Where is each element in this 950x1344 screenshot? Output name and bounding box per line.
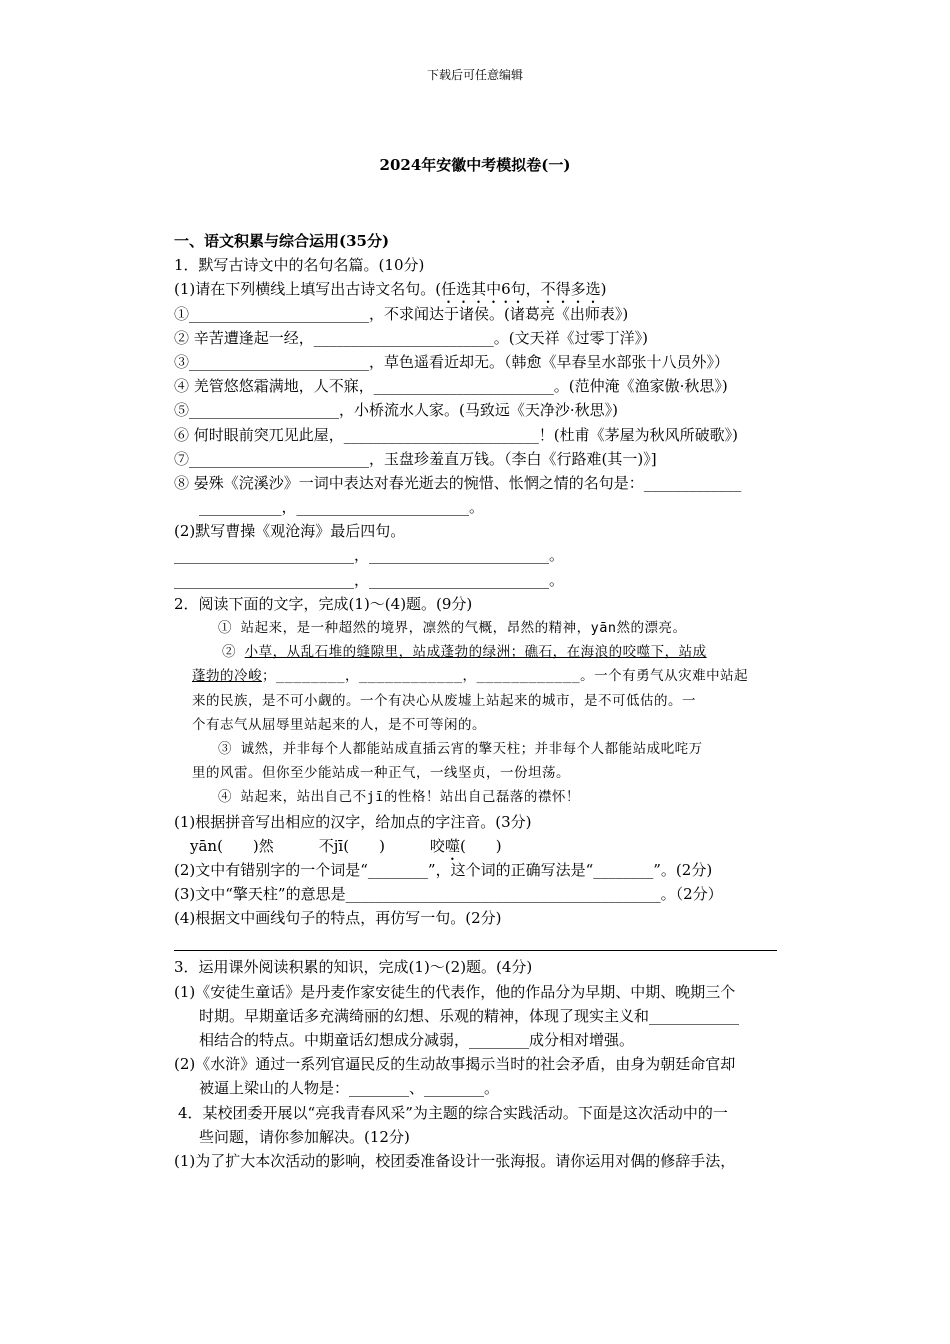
text-line: (2)文中有错别字的一个词是“________”，这个词的正确写法是“________”。(2分) xyxy=(174,860,713,879)
text-line: 一、语文积累与综合运用(35分) xyxy=(174,232,390,250)
text-line: 相结合的特点。中期童话幻想成分减弱，________成分相对增强。 xyxy=(199,1031,635,1049)
text-line: ④ 羌管悠悠霜满地，人不寐，________________________。(范仲淹《渔家傲·秋思》) xyxy=(174,377,728,396)
document-title: 2024年安徽中考模拟卷(一) xyxy=(379,156,571,174)
text-line: ③ 诚然，并非每个人都能站成直插云宵的擎天柱；并非每个人都能站成叱咤万 xyxy=(218,740,703,757)
text-line: ①________________________，不求闻达于诸侯。(诸葛亮《出师表》) xyxy=(174,304,629,323)
underlined-sentence: 小草，从乱石堆的缝隙里，站成蓬勃的绿洲；礁石，在海浪的咬噬下，站成 xyxy=(244,644,707,661)
text-line: 被逼上梁山的人物是：________、________。 xyxy=(199,1079,500,1098)
text-line: 1．默写古诗文中的名句名篇。(10分) xyxy=(174,256,425,275)
text-line: ________________________，________________________。 xyxy=(174,546,565,565)
underlined-sentence: 蓬勃的冷峻 xyxy=(192,668,262,685)
text-line: (1)为了扩大本次活动的影响，校团委准备设计一张海报。请你运用对偶的修辞手法， xyxy=(174,1151,736,1170)
text-line: ⑥ 何时眼前突兀见此屋，__________________________！(杜甫《茅屋为秋风所破歌》) xyxy=(174,425,738,444)
text-line: 些问题，请你参加解决。(12分) xyxy=(199,1127,410,1146)
exam-content xyxy=(174,229,814,1173)
text-line: (2)默写曹操《观沧海》最后四句。 xyxy=(174,522,406,541)
text-line: 来的民族，是不可小觑的。一个有决心从废墟上站起来的城市，是不可低估的。一 xyxy=(192,692,696,709)
text-line: 3．运用课外阅读积累的知识，完成(1)～(2)题。(4分) xyxy=(174,958,533,977)
text-line: 时期。早期童话多充满绮丽的幻想、乐观的精神，体现了现实主义和____________ xyxy=(199,1006,740,1025)
text-line: ___________，_______________________。 xyxy=(199,498,485,517)
text-line: ① 站起来，是一种超然的境界，凛然的气概，昂然的精神，yān然的漂亮。 xyxy=(218,620,687,636)
text-line: ④ 站起来，站出自己不jī的性格！站出自己磊落的襟怀！ xyxy=(218,789,580,806)
text-line: ⑤____________________，小桥流水人家。(马致远《天净沙·秋思》) xyxy=(174,401,618,420)
text-line: (1)请在下列横线上填写出古诗文名句。(任选其中6句，不得多选) xyxy=(174,280,607,299)
text-line: ⑦________________________，玉盘珍羞直万钱。（李白《行路难(其一)》] xyxy=(174,449,657,468)
text-line: (4)根据文中画线句子的特点，再仿写一句。(2分) xyxy=(174,909,502,928)
text-line: yān( )然 不jī( ) 咬噬( ) xyxy=(190,836,502,855)
answer-line xyxy=(174,930,777,951)
text-line: ③________________________，草色遥看近却无。（韩愈《早春呈水部张十八员外》） xyxy=(174,352,730,371)
emphasis-dot: 噬 xyxy=(444,836,460,855)
text-line: 里的风雷。但你至少能站成一种正气，一线坚贞，一份坦荡。 xyxy=(192,765,570,782)
text-line: ________________________，________________________。 xyxy=(174,570,565,589)
text-line: ② 小草，从乱石堆的缝隙里，站成蓬勃的绿洲；礁石，在海浪的咬噬下，站成 xyxy=(222,644,707,661)
text-line: (1)根据拼音写出相应的汉字，给加点的字注音。(3分) xyxy=(174,812,532,831)
text-line: ② 辛苦遭逢起一经，________________________。(文天祥《过零丁洋》) xyxy=(174,328,648,347)
text-line: ⑧ 晏殊《浣溪沙》一词中表达对春光逝去的惋惜、怅惘之情的名句是：_____________ xyxy=(174,473,742,492)
text-line: (2)《水浒》通过一系列官逼民反的生动故事揭示当时的社会矛盾，由身为朝廷命官却 xyxy=(174,1055,736,1074)
text-line: 蓬勃的冷峻；________，____________，____________。一个有勇气从灾难中站起 xyxy=(192,668,749,685)
text-line: (1)《安徒生童话》是丹麦作家安徒生的代表作，他的作品分为早期、中期、晚期三个 xyxy=(174,982,736,1001)
header-note: 下载后可任意编辑 xyxy=(426,68,523,82)
text-line: 2．阅读下面的文字，完成(1)～(4)题。(9分) xyxy=(174,594,473,613)
text-line: (3)文中“擎天柱”的意思是__________________________________________。（2分） xyxy=(174,885,723,904)
emphasis-dots: 任选其中6句，不得多选 xyxy=(441,280,601,299)
text-line: 个有志气从屈辱里站起来的人，是不可等闲的。 xyxy=(192,716,486,733)
text-line: 4．某校团委开展以“亮我青春风采”为主题的综合实践活动。下面是这次活动中的一 xyxy=(178,1103,728,1122)
